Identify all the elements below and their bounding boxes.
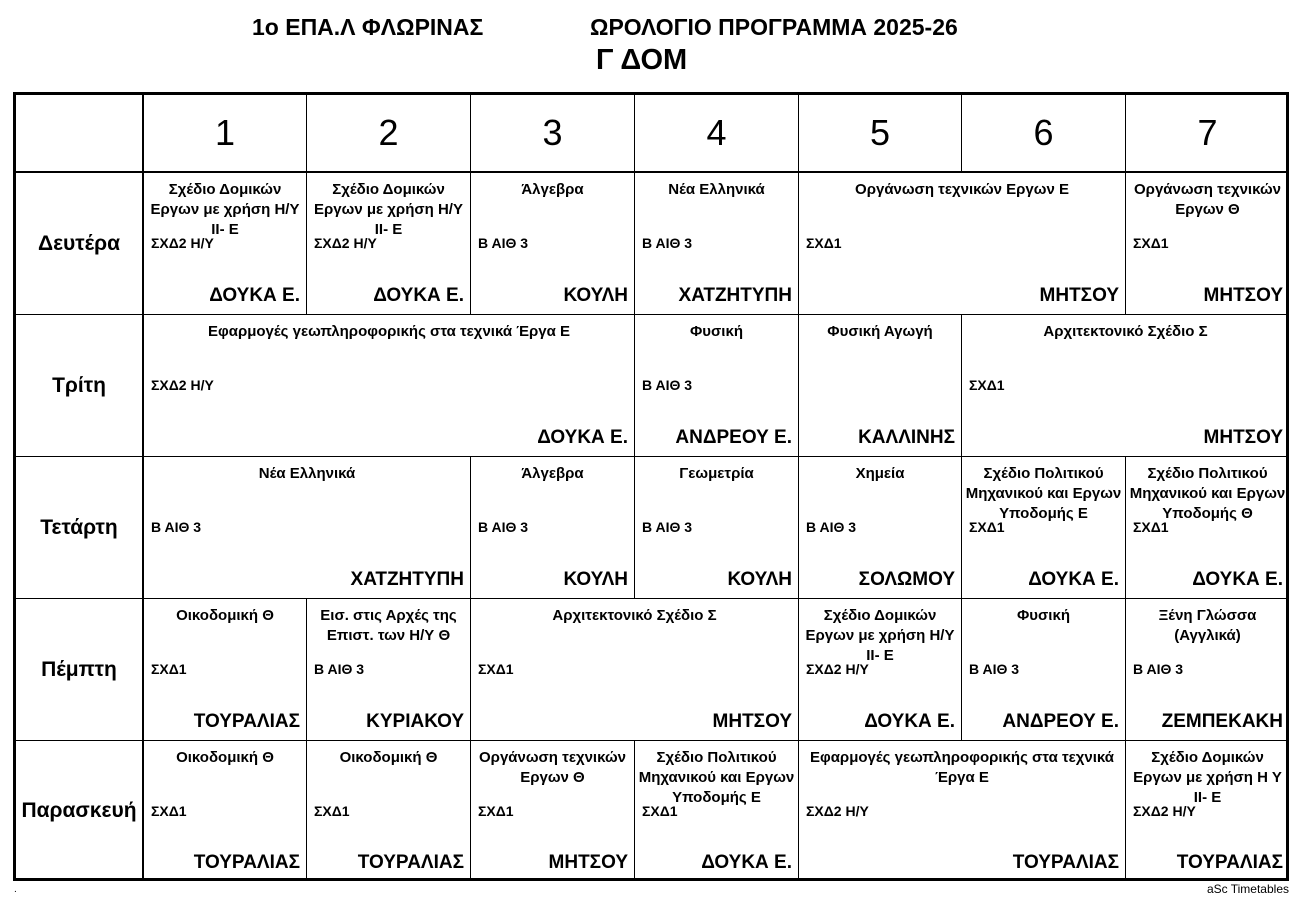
- lesson-teacher: ΧΑΤΖΗΤΥΠΗ: [350, 569, 464, 590]
- period-header: 7: [1126, 95, 1289, 173]
- lesson-teacher: ΚΟΥΛΗ: [727, 569, 792, 590]
- lesson-room: ΣΧΔ1: [969, 377, 1005, 393]
- lesson-subject: Σχέδιο Δομικών Εργων με χρήση Η/Υ ΙΙ- Ε: [805, 607, 955, 664]
- lesson-cell[interactable]: [307, 741, 471, 881]
- lesson-teacher: ΤΟΥΡΑΛΙΑΣ: [1176, 852, 1283, 873]
- lesson-subject: Οργάνωση τεχνικών Εργων Θ: [479, 749, 626, 786]
- lesson-teacher: ΚΥΡΙΑΚΟΥ: [366, 711, 464, 732]
- lesson-room: Β ΑΙΘ 3: [969, 661, 1020, 677]
- day-label: Τετάρτη: [16, 457, 144, 599]
- lesson-room: ΣΧΔ2 Η/Υ: [806, 803, 869, 819]
- lesson-cell[interactable]: [471, 741, 635, 881]
- lesson-cell[interactable]: [307, 599, 471, 741]
- period-header: 5: [799, 95, 962, 173]
- lesson-room: ΣΧΔ2 Η/Υ: [1133, 803, 1196, 819]
- day-label: Παρασκευή: [16, 741, 144, 881]
- lesson-room: ΣΧΔ2 Η/Υ: [806, 661, 869, 677]
- lesson-room: ΣΧΔ1: [314, 803, 350, 819]
- period-header: 4: [635, 95, 799, 173]
- lesson-subject: Οικοδομική Θ: [339, 749, 438, 766]
- period-header: 6: [962, 95, 1126, 173]
- lesson-subject: Φυσική Αγωγή: [827, 323, 933, 340]
- lesson-cell[interactable]: [635, 457, 799, 599]
- lesson-cell[interactable]: [307, 173, 471, 315]
- corner-cell: [16, 95, 144, 173]
- lesson-cell[interactable]: [799, 315, 962, 457]
- lesson-subject: Χημεία: [855, 465, 905, 482]
- lesson-teacher: ΔΟΥΚΑ Ε.: [1192, 569, 1283, 590]
- period-header: 3: [471, 95, 635, 173]
- lesson-subject: Φυσική: [690, 323, 743, 340]
- lesson-cell[interactable]: [144, 457, 471, 599]
- lesson-teacher: ΣΟΛΩΜΟΥ: [858, 569, 955, 590]
- footer-mark: .: [14, 884, 17, 895]
- lesson-room: Β ΑΙΘ 3: [642, 519, 693, 535]
- lesson-subject: Νέα Ελληνικά: [668, 181, 765, 198]
- lesson-subject: Σχέδιο Πολιτικού Μηχανικού και Εργων Υποδομής Ε: [638, 749, 795, 806]
- lesson-cell[interactable]: [144, 315, 635, 457]
- lesson-teacher: ΤΟΥΡΑΛΙΑΣ: [1012, 852, 1119, 873]
- class-name: Γ ΔΟΜ: [596, 44, 688, 76]
- lesson-subject: Άλγεβρα: [521, 465, 584, 482]
- lesson-subject: Φυσική: [1017, 607, 1070, 624]
- lesson-teacher: ΜΗΤΣΟΥ: [712, 711, 792, 732]
- lesson-teacher: ΔΟΥΚΑ Ε.: [1028, 569, 1119, 590]
- lesson-room: ΣΧΔ2 Η/Υ: [151, 235, 214, 251]
- lesson-room: ΣΧΔ1: [642, 803, 678, 819]
- lesson-subject: Οργάνωση τεχνικών Εργων Ε: [855, 181, 1069, 198]
- lesson-cell[interactable]: [635, 315, 799, 457]
- lesson-room: ΣΧΔ1: [806, 235, 842, 251]
- lesson-room: ΣΧΔ2 Η/Υ: [151, 377, 214, 393]
- lesson-cell[interactable]: [962, 315, 1289, 457]
- lesson-teacher: ΑΝΔΡΕΟΥ Ε.: [675, 427, 792, 448]
- lesson-subject: Γεωμετρία: [679, 465, 754, 482]
- lesson-cell[interactable]: [471, 599, 799, 741]
- lesson-subject: Άλγεβρα: [521, 181, 584, 198]
- lesson-teacher: ΔΟΥΚΑ Ε.: [864, 711, 955, 732]
- lesson-cell[interactable]: [1126, 599, 1289, 741]
- lesson-subject: Νέα Ελληνικά: [258, 465, 356, 482]
- footer-credit: aSc Timetables: [1206, 882, 1289, 896]
- lesson-teacher: ΤΟΥΡΑΛΙΑΣ: [193, 852, 300, 873]
- lesson-room: Β ΑΙΘ 3: [151, 519, 202, 535]
- lesson-room: Β ΑΙΘ 3: [642, 377, 693, 393]
- lesson-subject: Οικοδομική Θ: [176, 749, 274, 766]
- lesson-teacher: ΖΕΜΠΕΚΑΚΗ: [1161, 711, 1283, 732]
- lesson-teacher: ΔΟΥΚΑ Ε.: [537, 427, 628, 448]
- lesson-subject: Σχέδιο Δομικών Εργων με χρήση Η/Υ ΙΙ- Ε: [150, 181, 300, 238]
- timetable-grid: [13, 92, 1289, 881]
- lesson-cell[interactable]: [799, 599, 962, 741]
- timetable-title: ΩΡΟΛΟΓΙΟ ΠΡΟΓΡΑΜΜΑ 2025-26: [590, 14, 958, 40]
- lesson-teacher: ΑΝΔΡΕΟΥ Ε.: [1002, 711, 1119, 732]
- lesson-room: ΣΧΔ1: [151, 803, 187, 819]
- lesson-cell[interactable]: [144, 741, 307, 881]
- lesson-subject: Εισ. στις Αρχές της Επιστ. των Η/Υ Θ: [320, 607, 457, 644]
- lesson-subject: Αρχιτεκτονικό Σχέδιο Σ: [1043, 323, 1208, 340]
- lesson-cell[interactable]: [471, 457, 635, 599]
- lesson-room: Β ΑΙΘ 3: [642, 235, 693, 251]
- lesson-room: ΣΧΔ1: [1133, 235, 1169, 251]
- lesson-cell[interactable]: [1126, 741, 1289, 881]
- lesson-cell[interactable]: [635, 741, 799, 881]
- lesson-room: ΣΧΔ1: [969, 519, 1005, 535]
- lesson-subject: Σχέδιο Δομικών Εργων με χρήση Η/Υ ΙΙ- Ε: [314, 181, 463, 238]
- lesson-cell[interactable]: [144, 173, 307, 315]
- lesson-room: ΣΧΔ1: [478, 661, 514, 677]
- lesson-teacher: ΜΗΤΣΟΥ: [1203, 427, 1283, 448]
- day-label: Δευτέρα: [16, 173, 144, 315]
- school-name: 1ο ΕΠΑ.Λ ΦΛΩΡΙΝΑΣ: [252, 14, 484, 40]
- lesson-teacher: ΚΟΥΛΗ: [563, 569, 628, 590]
- lesson-room: ΣΧΔ1: [151, 661, 187, 677]
- lesson-teacher: ΜΗΤΣΟΥ: [1203, 285, 1283, 306]
- lesson-room: ΣΧΔ2 Η/Υ: [314, 235, 377, 251]
- lesson-room: ΣΧΔ1: [1133, 519, 1169, 535]
- day-label: Τρίτη: [16, 315, 144, 457]
- lesson-room: Β ΑΙΘ 3: [806, 519, 857, 535]
- lesson-room: Β ΑΙΘ 3: [314, 661, 365, 677]
- lesson-teacher: ΤΟΥΡΑΛΙΑΣ: [193, 711, 300, 732]
- lesson-room: Β ΑΙΘ 3: [478, 519, 529, 535]
- lesson-cell[interactable]: [1126, 457, 1289, 599]
- lesson-teacher: ΔΟΥΚΑ Ε.: [701, 852, 792, 873]
- period-header: 2: [307, 95, 471, 173]
- lesson-subject: Σχέδιο Πολιτικού Μηχανικού και Εργων Υποδομής Ε: [965, 465, 1122, 522]
- lesson-room: ΣΧΔ1: [478, 803, 514, 819]
- lesson-subject: Σχέδιο Πολιτικού Μηχανικού και Εργων Υποδομής Θ: [1129, 465, 1286, 522]
- lesson-subject: Αρχιτεκτονικό Σχέδιο Σ: [552, 607, 717, 624]
- lesson-teacher: ΚΟΥΛΗ: [563, 285, 628, 306]
- lesson-teacher: ΚΑΛΛΙΝΗΣ: [858, 427, 955, 448]
- lesson-teacher: ΤΟΥΡΑΛΙΑΣ: [357, 852, 464, 873]
- lesson-cell[interactable]: [799, 173, 1126, 315]
- lesson-room: Β ΑΙΘ 3: [478, 235, 529, 251]
- lesson-cell[interactable]: [962, 457, 1126, 599]
- lesson-teacher: ΧΑΤΖΗΤΥΠΗ: [678, 285, 792, 306]
- day-label: Πέμπτη: [16, 599, 144, 741]
- lesson-teacher: ΜΗΤΣΟΥ: [1039, 285, 1119, 306]
- lesson-subject: Ξένη Γλώσσα (Αγγλικά): [1158, 607, 1257, 644]
- lesson-subject: Εφαρμογές γεωπληροφορικής στα τεχνικά Έργα Ε: [809, 749, 1115, 786]
- lesson-cell[interactable]: [799, 457, 962, 599]
- lesson-cell[interactable]: [471, 173, 635, 315]
- lesson-teacher: ΔΟΥΚΑ Ε.: [209, 285, 300, 306]
- lesson-subject: Οργάνωση τεχνικών Εργων Θ: [1134, 181, 1281, 218]
- period-header: 1: [144, 95, 307, 173]
- lesson-cell[interactable]: [799, 741, 1126, 881]
- lesson-subject: Οικοδομική Θ: [176, 607, 274, 624]
- lesson-cell[interactable]: [962, 599, 1126, 741]
- lesson-subject: Εφαρμογές γεωπληροφορικής στα τεχνικά Έργα Ε: [207, 323, 571, 340]
- lesson-cell[interactable]: [1126, 173, 1289, 315]
- lesson-teacher: ΔΟΥΚΑ Ε.: [373, 285, 464, 306]
- lesson-cell[interactable]: [635, 173, 799, 315]
- lesson-room: Β ΑΙΘ 3: [1133, 661, 1184, 677]
- lesson-cell[interactable]: [144, 599, 307, 741]
- lesson-subject: Σχέδιο Δομικών Εργων με χρήση Η Υ ΙΙ- Ε: [1133, 749, 1282, 806]
- lesson-teacher: ΜΗΤΣΟΥ: [548, 852, 628, 873]
